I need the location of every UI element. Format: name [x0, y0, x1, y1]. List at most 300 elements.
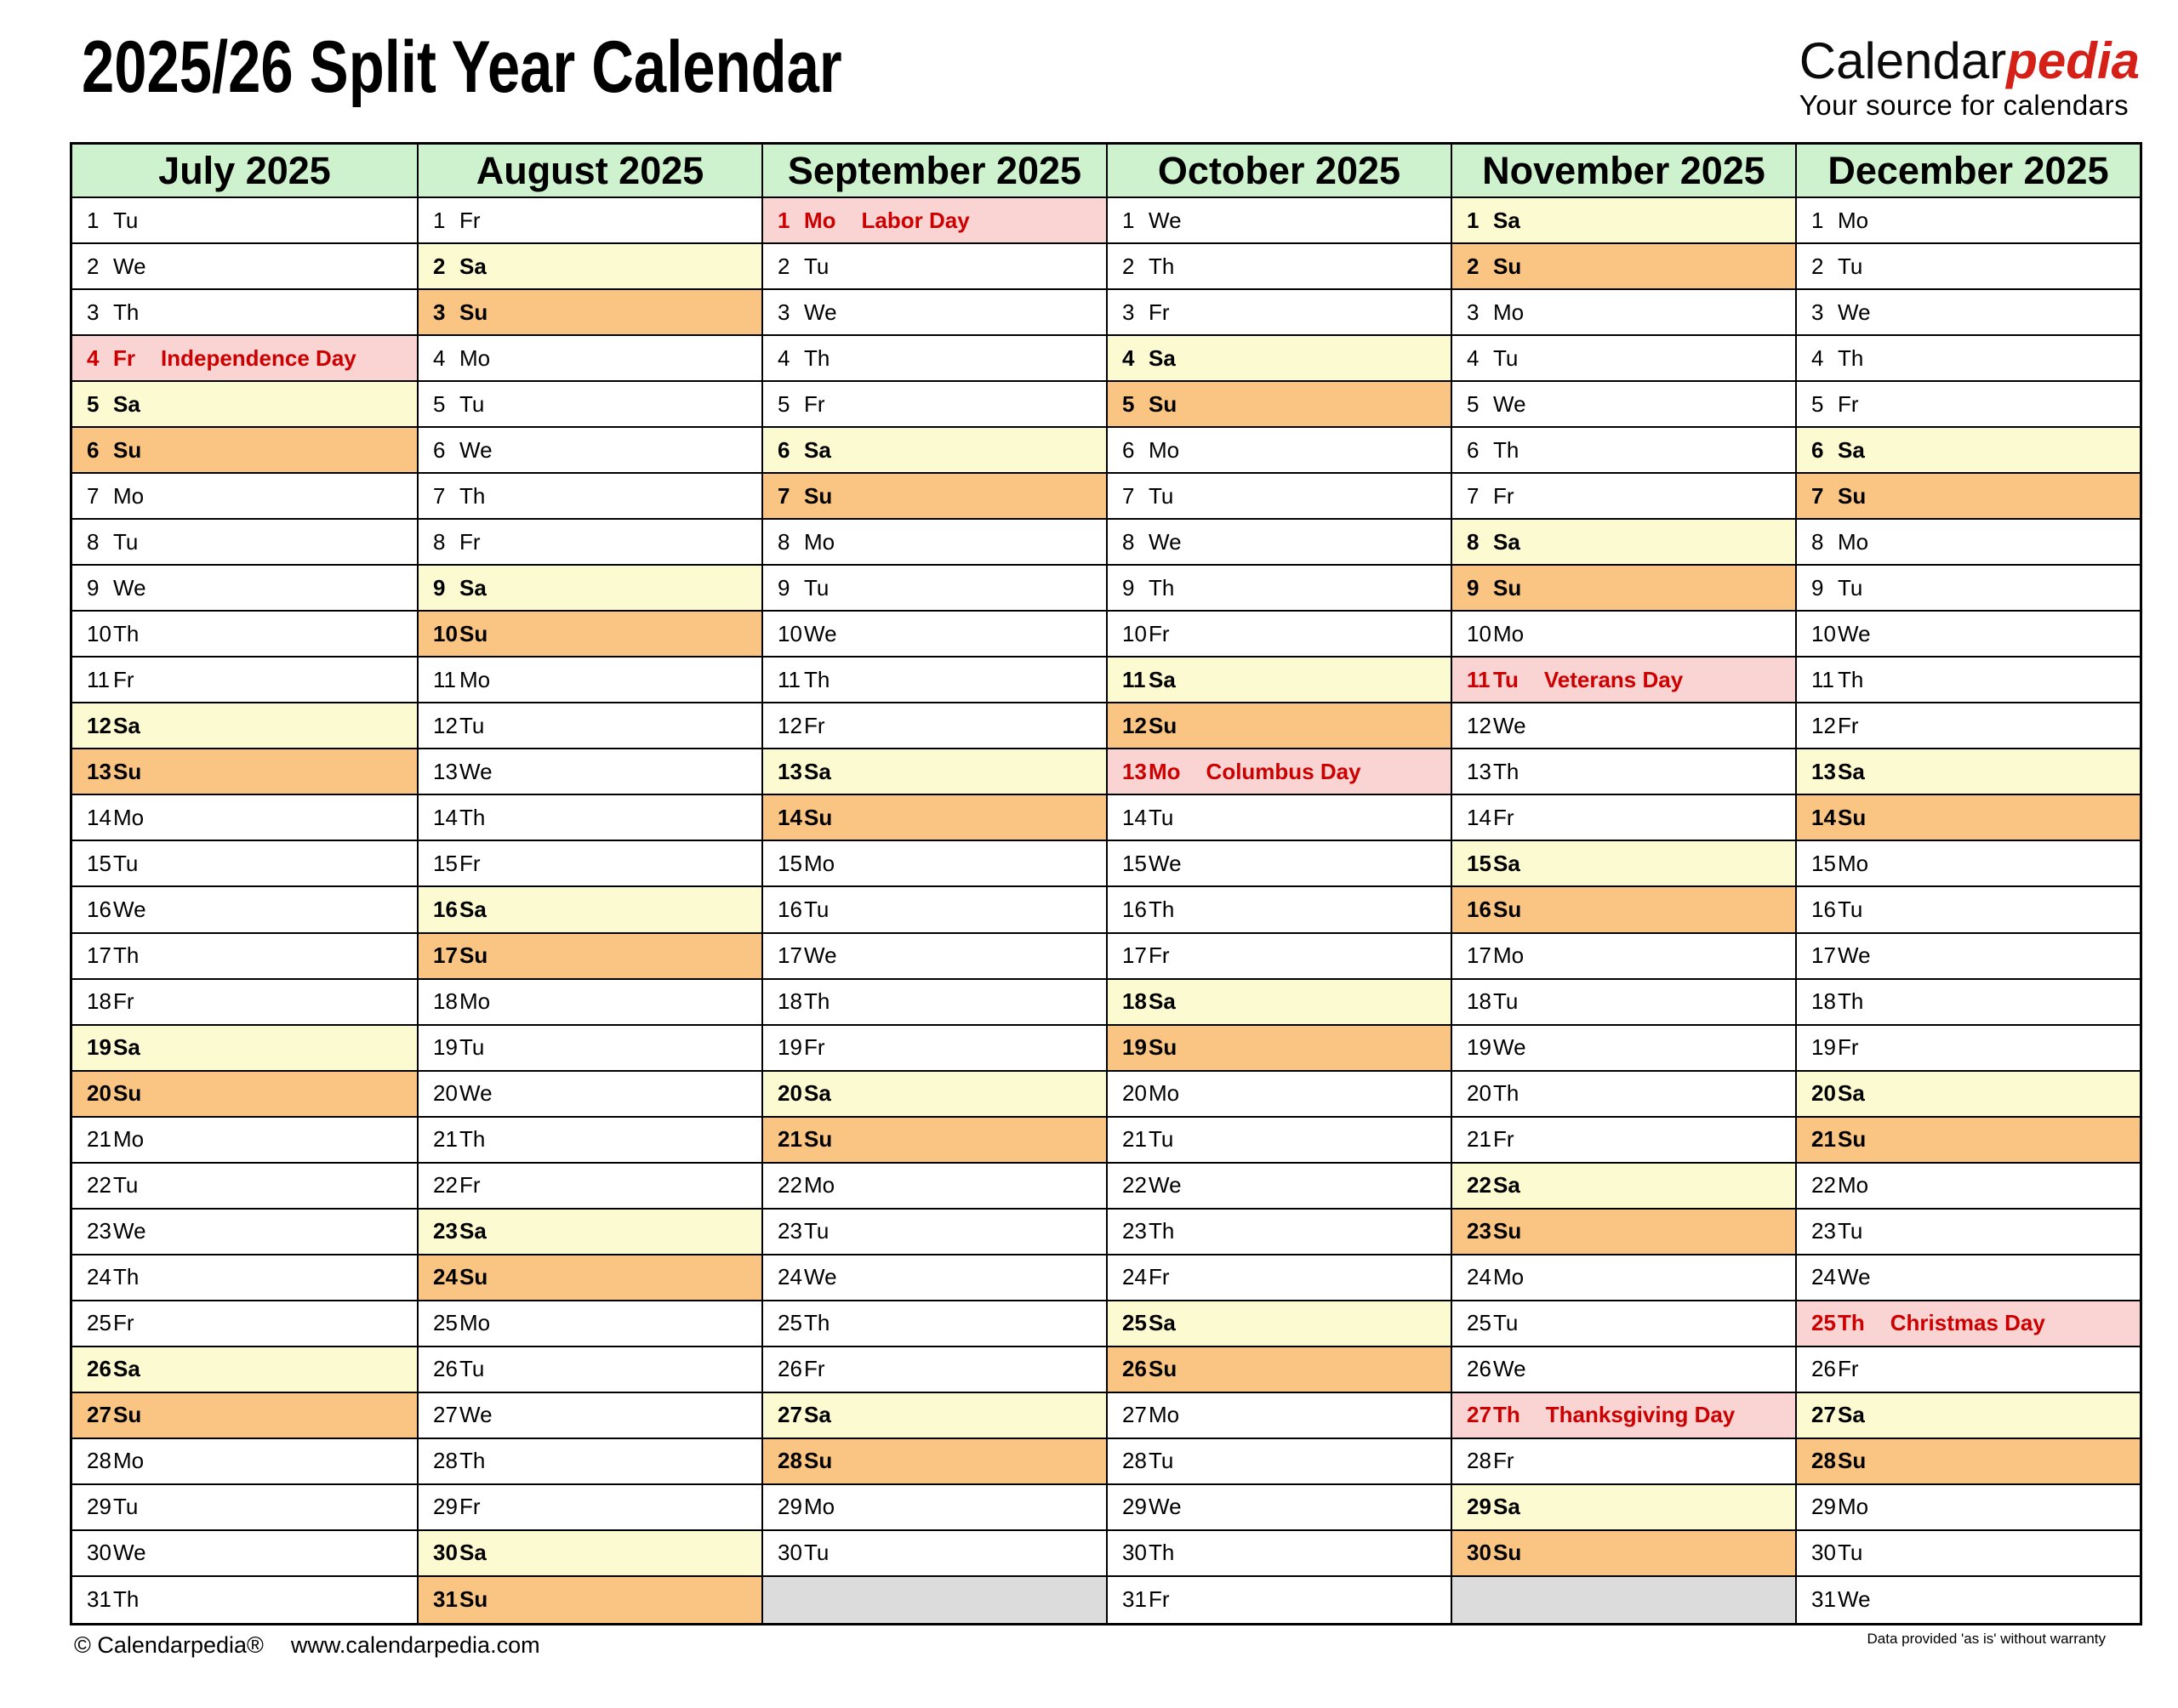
day-weekday: Su: [804, 1448, 833, 1474]
day-weekday: Sa: [113, 390, 140, 417]
day-weekday: Fr: [1149, 942, 1170, 969]
day-weekday: Tu: [113, 207, 139, 233]
day-weekday: Su: [1149, 1356, 1177, 1382]
day-number: 29: [433, 1494, 458, 1520]
day-cell: [1797, 612, 2140, 658]
day-cell: [1108, 1347, 1451, 1393]
day-number: 18: [433, 988, 458, 1015]
day-cell: [72, 1164, 417, 1210]
day-weekday: Sa: [459, 1218, 487, 1244]
day-cell: [1108, 198, 1451, 244]
day-cell: [1452, 520, 1795, 566]
day-weekday: Su: [459, 299, 488, 325]
day-weekday: Su: [113, 758, 142, 784]
day-number: 24: [778, 1264, 802, 1290]
day-weekday: Su: [1493, 253, 1522, 279]
day-weekday: Mo: [1149, 436, 1180, 463]
day-weekday: Th: [1838, 1310, 1865, 1336]
day-number: 20: [1811, 1080, 1836, 1107]
day-cell: [1797, 1072, 2140, 1118]
day-number: 14: [1467, 804, 1491, 830]
day-cell: [1108, 612, 1451, 658]
day-number: 29: [1811, 1494, 1836, 1520]
holiday-label: Independence Day: [161, 344, 356, 371]
day-weekday: Tu: [804, 1218, 830, 1244]
day-cell: [1797, 1164, 2140, 1210]
day-number: 15: [87, 850, 111, 876]
day-cell: [1452, 934, 1795, 980]
day-cell: [419, 336, 761, 382]
day-cell: [1452, 1347, 1795, 1393]
day-weekday: Th: [1493, 436, 1519, 463]
day-number: 15: [778, 850, 802, 876]
day-weekday: Sa: [113, 1356, 140, 1382]
day-number: 3: [433, 299, 446, 325]
day-weekday: Mo: [459, 666, 491, 692]
day-weekday: We: [804, 942, 837, 969]
day-weekday: Fr: [1838, 1356, 1859, 1382]
day-weekday: Mo: [1493, 299, 1525, 325]
day-weekday: Tu: [459, 1034, 485, 1061]
day-weekday: We: [1838, 620, 1871, 646]
day-number: 30: [1467, 1540, 1491, 1566]
day-number: 21: [87, 1126, 111, 1153]
day-cell-holiday: [1452, 658, 1795, 703]
day-cell: [763, 1393, 1106, 1439]
day-number: 21: [778, 1126, 802, 1153]
day-weekday: Th: [459, 482, 486, 509]
day-cell-holiday: [1452, 1393, 1795, 1439]
day-cell: [1108, 1072, 1451, 1118]
day-weekday: Fr: [113, 1310, 134, 1336]
day-cell: [1797, 934, 2140, 980]
day-weekday: Fr: [113, 344, 135, 371]
day-weekday: Sa: [1149, 988, 1176, 1015]
day-cell: [1108, 887, 1451, 933]
day-weekday: Tu: [113, 528, 139, 555]
day-number: 16: [1811, 896, 1836, 922]
day-cell: [763, 1255, 1106, 1301]
day-number: 22: [87, 1172, 111, 1198]
day-weekday: Su: [1838, 482, 1867, 509]
day-number: 6: [433, 436, 446, 463]
day-weekday: Tu: [1838, 1540, 1863, 1566]
day-weekday: Mo: [113, 1126, 145, 1153]
day-number: 22: [1811, 1172, 1836, 1198]
day-cell: [1108, 1393, 1451, 1439]
day-weekday: We: [459, 758, 493, 784]
day-number: 9: [433, 574, 446, 601]
day-number: 19: [1811, 1034, 1836, 1061]
calendar-grid: [70, 142, 2142, 1625]
day-number: 15: [1811, 850, 1836, 876]
day-cell: [1797, 980, 2140, 1026]
day-number: 6: [778, 436, 790, 463]
day-cell: [763, 1531, 1106, 1577]
day-weekday: We: [1838, 1264, 1871, 1290]
month-column-september-2025: [761, 145, 1106, 1623]
day-number: 5: [433, 390, 446, 417]
day-cell: [1797, 1577, 2140, 1623]
day-cell-holiday: [763, 198, 1106, 244]
day-weekday: Su: [1493, 1540, 1522, 1566]
day-weekday: Mo: [113, 482, 145, 509]
day-weekday: We: [1149, 1494, 1182, 1520]
day-weekday: We: [1493, 712, 1526, 738]
day-number: 5: [1122, 390, 1135, 417]
day-number: 16: [778, 896, 802, 922]
day-number: 25: [433, 1310, 458, 1336]
day-number: 31: [1811, 1586, 1836, 1613]
day-cell: [1797, 566, 2140, 612]
day-weekday: Tu: [1838, 253, 1863, 279]
day-cell: [419, 658, 761, 703]
day-cell: [1797, 1531, 2140, 1577]
day-weekday: We: [459, 1402, 493, 1428]
day-cell: [1108, 1026, 1451, 1072]
day-number: 18: [1811, 988, 1836, 1015]
day-number: 30: [1122, 1540, 1147, 1566]
day-weekday: Tu: [804, 574, 830, 601]
day-cell: [419, 703, 761, 749]
day-cell: [1797, 1118, 2140, 1164]
day-weekday: Fr: [459, 1494, 481, 1520]
day-cell: [763, 244, 1106, 290]
day-weekday: Sa: [1838, 436, 1865, 463]
day-cell: [72, 934, 417, 980]
month-header: September 2025: [763, 145, 1106, 198]
day-weekday: Su: [113, 1402, 142, 1428]
day-cell: [1452, 841, 1795, 887]
day-cell: [1108, 1164, 1451, 1210]
day-number: 22: [1467, 1172, 1491, 1198]
day-weekday: Mo: [1838, 1172, 1869, 1198]
day-number: 8: [778, 528, 790, 555]
day-cell: [763, 658, 1106, 703]
day-number: 17: [1811, 942, 1836, 969]
day-cell: [1452, 382, 1795, 428]
day-cell: [419, 795, 761, 841]
day-weekday: We: [1149, 528, 1182, 555]
day-number: 2: [433, 253, 446, 279]
day-cell: [1452, 1301, 1795, 1347]
day-weekday: Sa: [1493, 1172, 1520, 1198]
day-cell: [763, 336, 1106, 382]
month-header: November 2025: [1452, 145, 1795, 198]
day-weekday: Mo: [1149, 1402, 1180, 1428]
day-weekday: Th: [459, 804, 486, 830]
day-weekday: Sa: [1838, 1402, 1865, 1428]
holiday-label: Thanksgiving Day: [1545, 1402, 1736, 1428]
day-cell: [72, 658, 417, 703]
day-weekday: Su: [459, 942, 488, 969]
day-weekday: Th: [804, 1310, 830, 1336]
day-cell: [419, 612, 761, 658]
logo-text-calendar: Calendar: [1799, 32, 2007, 89]
day-weekday: We: [804, 299, 837, 325]
day-number: 6: [1122, 436, 1135, 463]
day-cell-holiday: [72, 336, 417, 382]
day-cell: [1797, 520, 2140, 566]
day-cell: [1108, 934, 1451, 980]
day-weekday: Su: [1149, 1034, 1177, 1061]
day-weekday: Fr: [804, 1034, 825, 1061]
day-number: 11: [1811, 666, 1834, 692]
day-weekday: Mo: [1838, 207, 1869, 233]
day-number: 4: [433, 344, 446, 371]
day-number: 19: [1467, 1034, 1491, 1061]
logo-wordmark: [1799, 34, 2140, 88]
day-number: 29: [87, 1494, 111, 1520]
day-cell: [1452, 703, 1795, 749]
day-number: 5: [87, 390, 100, 417]
day-cell: [419, 428, 761, 474]
day-weekday: Sa: [459, 574, 487, 601]
day-cell: [1797, 1347, 2140, 1393]
day-weekday: Tu: [459, 390, 485, 417]
day-number: 17: [1122, 942, 1147, 969]
day-weekday: Fr: [1149, 1586, 1170, 1613]
day-cell: [1108, 1118, 1451, 1164]
day-weekday: Su: [804, 804, 833, 830]
day-number: 9: [1467, 574, 1480, 601]
day-number: 4: [1467, 344, 1480, 371]
day-cell: [1797, 1255, 2140, 1301]
day-weekday: Th: [113, 1586, 140, 1613]
day-cell-holiday: [1108, 749, 1451, 795]
day-cell: [419, 887, 761, 933]
day-number: 15: [1467, 850, 1491, 876]
day-number: 28: [778, 1448, 802, 1474]
day-number: 9: [1122, 574, 1135, 601]
day-weekday: Mo: [1493, 1264, 1525, 1290]
day-number: 10: [778, 620, 802, 646]
day-number: 17: [433, 942, 458, 969]
day-cell: [72, 244, 417, 290]
day-weekday: Su: [459, 620, 488, 646]
day-weekday: Fr: [1838, 390, 1859, 417]
copyright-text: © Calendarpedia®: [74, 1632, 264, 1658]
day-number: 4: [87, 344, 100, 371]
day-cell: [763, 1118, 1106, 1164]
day-cell: [419, 1072, 761, 1118]
day-number: 20: [1122, 1080, 1147, 1107]
day-number: 9: [1811, 574, 1824, 601]
day-number: 29: [1122, 1494, 1147, 1520]
day-weekday: Th: [1838, 344, 1864, 371]
day-weekday: Fr: [459, 850, 481, 876]
day-cell: [1797, 198, 2140, 244]
day-number: 17: [1467, 942, 1491, 969]
day-cell: [1108, 382, 1451, 428]
day-weekday: Th: [113, 1264, 140, 1290]
day-number: 12: [1467, 712, 1491, 738]
day-weekday: Th: [1838, 666, 1864, 692]
month-column-october-2025: [1106, 145, 1451, 1623]
day-cell: [419, 198, 761, 244]
day-cell: [1797, 1439, 2140, 1485]
day-number: 10: [87, 620, 111, 646]
day-number: 6: [87, 436, 100, 463]
day-cell: [1108, 336, 1451, 382]
day-number: 30: [87, 1540, 111, 1566]
day-cell: [763, 612, 1106, 658]
day-cell: [1797, 703, 2140, 749]
day-weekday: Mo: [1838, 528, 1869, 555]
day-weekday: Sa: [1838, 758, 1865, 784]
day-number: 7: [1122, 482, 1135, 509]
day-weekday: Tu: [1149, 804, 1174, 830]
day-cell: [72, 1485, 417, 1531]
day-weekday: Tu: [113, 1494, 139, 1520]
day-cell: [763, 474, 1106, 520]
day-weekday: Th: [804, 988, 830, 1015]
day-weekday: Sa: [113, 1034, 140, 1061]
day-cell: [419, 520, 761, 566]
day-number: 1: [1122, 207, 1135, 233]
day-weekday: Mo: [1149, 1080, 1180, 1107]
day-number: 24: [1811, 1264, 1836, 1290]
month-header: August 2025: [419, 145, 761, 198]
day-cell: [419, 841, 761, 887]
day-cell: [763, 887, 1106, 933]
day-number: 27: [1467, 1402, 1491, 1428]
day-weekday: Sa: [1493, 850, 1520, 876]
day-number: 29: [1467, 1494, 1491, 1520]
day-number: 28: [1122, 1448, 1147, 1474]
day-number: 28: [433, 1448, 458, 1474]
day-cell: [763, 382, 1106, 428]
footer-disclaimer: Data provided 'as is' without warranty: [1867, 1631, 2106, 1647]
day-weekday: Su: [1493, 574, 1522, 601]
day-weekday: Su: [1838, 804, 1867, 830]
day-weekday: Su: [1149, 712, 1177, 738]
day-number: 1: [778, 207, 790, 233]
day-weekday: Mo: [804, 1172, 835, 1198]
day-weekday: Su: [113, 436, 142, 463]
day-cell: [419, 1439, 761, 1485]
day-number: 9: [87, 574, 100, 601]
day-number: 19: [87, 1034, 111, 1061]
day-number: 14: [778, 804, 802, 830]
day-weekday: Tu: [459, 1356, 485, 1382]
day-number: 22: [778, 1172, 802, 1198]
day-number: 12: [87, 712, 111, 738]
day-weekday: Th: [113, 299, 140, 325]
day-cell: [763, 1485, 1106, 1531]
day-cell: [72, 382, 417, 428]
day-weekday: Sa: [1493, 528, 1520, 555]
day-weekday: Tu: [1149, 1448, 1174, 1474]
day-number: 16: [1122, 896, 1147, 922]
day-weekday: Sa: [1493, 207, 1520, 233]
day-cell: [72, 520, 417, 566]
day-number: 14: [87, 804, 111, 830]
day-weekday: Fr: [113, 666, 134, 692]
day-weekday: Th: [1493, 758, 1519, 784]
day-cell: [72, 1347, 417, 1393]
day-number: 26: [1467, 1356, 1491, 1382]
day-weekday: Sa: [1838, 1080, 1865, 1107]
logo-text-pedia: pedia: [2006, 32, 2140, 89]
day-cell: [1108, 1255, 1451, 1301]
day-number: 23: [1467, 1218, 1491, 1244]
day-number: 15: [433, 850, 458, 876]
day-number: 4: [1122, 344, 1135, 371]
day-weekday: We: [113, 896, 146, 922]
day-number: 10: [433, 620, 458, 646]
day-number: 20: [1467, 1080, 1491, 1107]
day-weekday: We: [1838, 1586, 1871, 1613]
day-cell: [1797, 841, 2140, 887]
day-number: 23: [778, 1218, 802, 1244]
day-number: 10: [1811, 620, 1836, 646]
day-weekday: We: [804, 620, 837, 646]
day-number: 22: [1122, 1172, 1147, 1198]
day-weekday: Th: [1149, 1540, 1175, 1566]
day-number: 17: [87, 942, 111, 969]
day-cell: [72, 290, 417, 336]
day-cell: [763, 749, 1106, 795]
day-cell: [763, 1301, 1106, 1347]
day-cell: [763, 1026, 1106, 1072]
day-weekday: Mo: [1838, 850, 1869, 876]
day-weekday: Th: [1149, 574, 1175, 601]
day-weekday: We: [113, 1218, 146, 1244]
day-cell: [1452, 1439, 1795, 1485]
day-cell: [1452, 1026, 1795, 1072]
day-number: 12: [1122, 712, 1147, 738]
day-weekday: Sa: [459, 1540, 487, 1566]
day-weekday: Tu: [113, 850, 139, 876]
day-weekday: Mo: [1149, 758, 1181, 784]
day-cell: [1452, 612, 1795, 658]
day-cell: [1452, 474, 1795, 520]
day-weekday: Su: [1149, 390, 1177, 417]
day-cell: [72, 703, 417, 749]
day-cell: [1797, 382, 2140, 428]
day-cell: [419, 1118, 761, 1164]
day-number: 20: [433, 1080, 458, 1107]
calendarpedia-logo: [1799, 34, 2140, 122]
day-cell: [763, 428, 1106, 474]
day-number: 3: [87, 299, 100, 325]
day-weekday: Sa: [459, 253, 487, 279]
day-number: 24: [87, 1264, 111, 1290]
day-number: 4: [778, 344, 790, 371]
day-cell: [1797, 795, 2140, 841]
day-number: 19: [1122, 1034, 1147, 1061]
day-weekday: Sa: [1149, 1310, 1176, 1336]
day-cell: [1452, 290, 1795, 336]
day-weekday: Sa: [1149, 666, 1176, 692]
day-number: 4: [1811, 344, 1824, 371]
day-weekday: Sa: [804, 436, 831, 463]
day-cell: [1452, 566, 1795, 612]
day-number: 25: [87, 1310, 111, 1336]
day-weekday: Th: [1149, 896, 1175, 922]
day-weekday: Sa: [804, 1402, 831, 1428]
day-cell: [72, 1118, 417, 1164]
day-cell: [1797, 749, 2140, 795]
day-weekday: Fr: [1493, 804, 1514, 830]
day-cell: [1452, 1118, 1795, 1164]
day-weekday: Mo: [459, 988, 491, 1015]
day-number: 23: [1811, 1218, 1836, 1244]
day-weekday: Th: [1493, 1402, 1520, 1428]
day-weekday: We: [1149, 1172, 1182, 1198]
day-weekday: Fr: [1149, 299, 1170, 325]
